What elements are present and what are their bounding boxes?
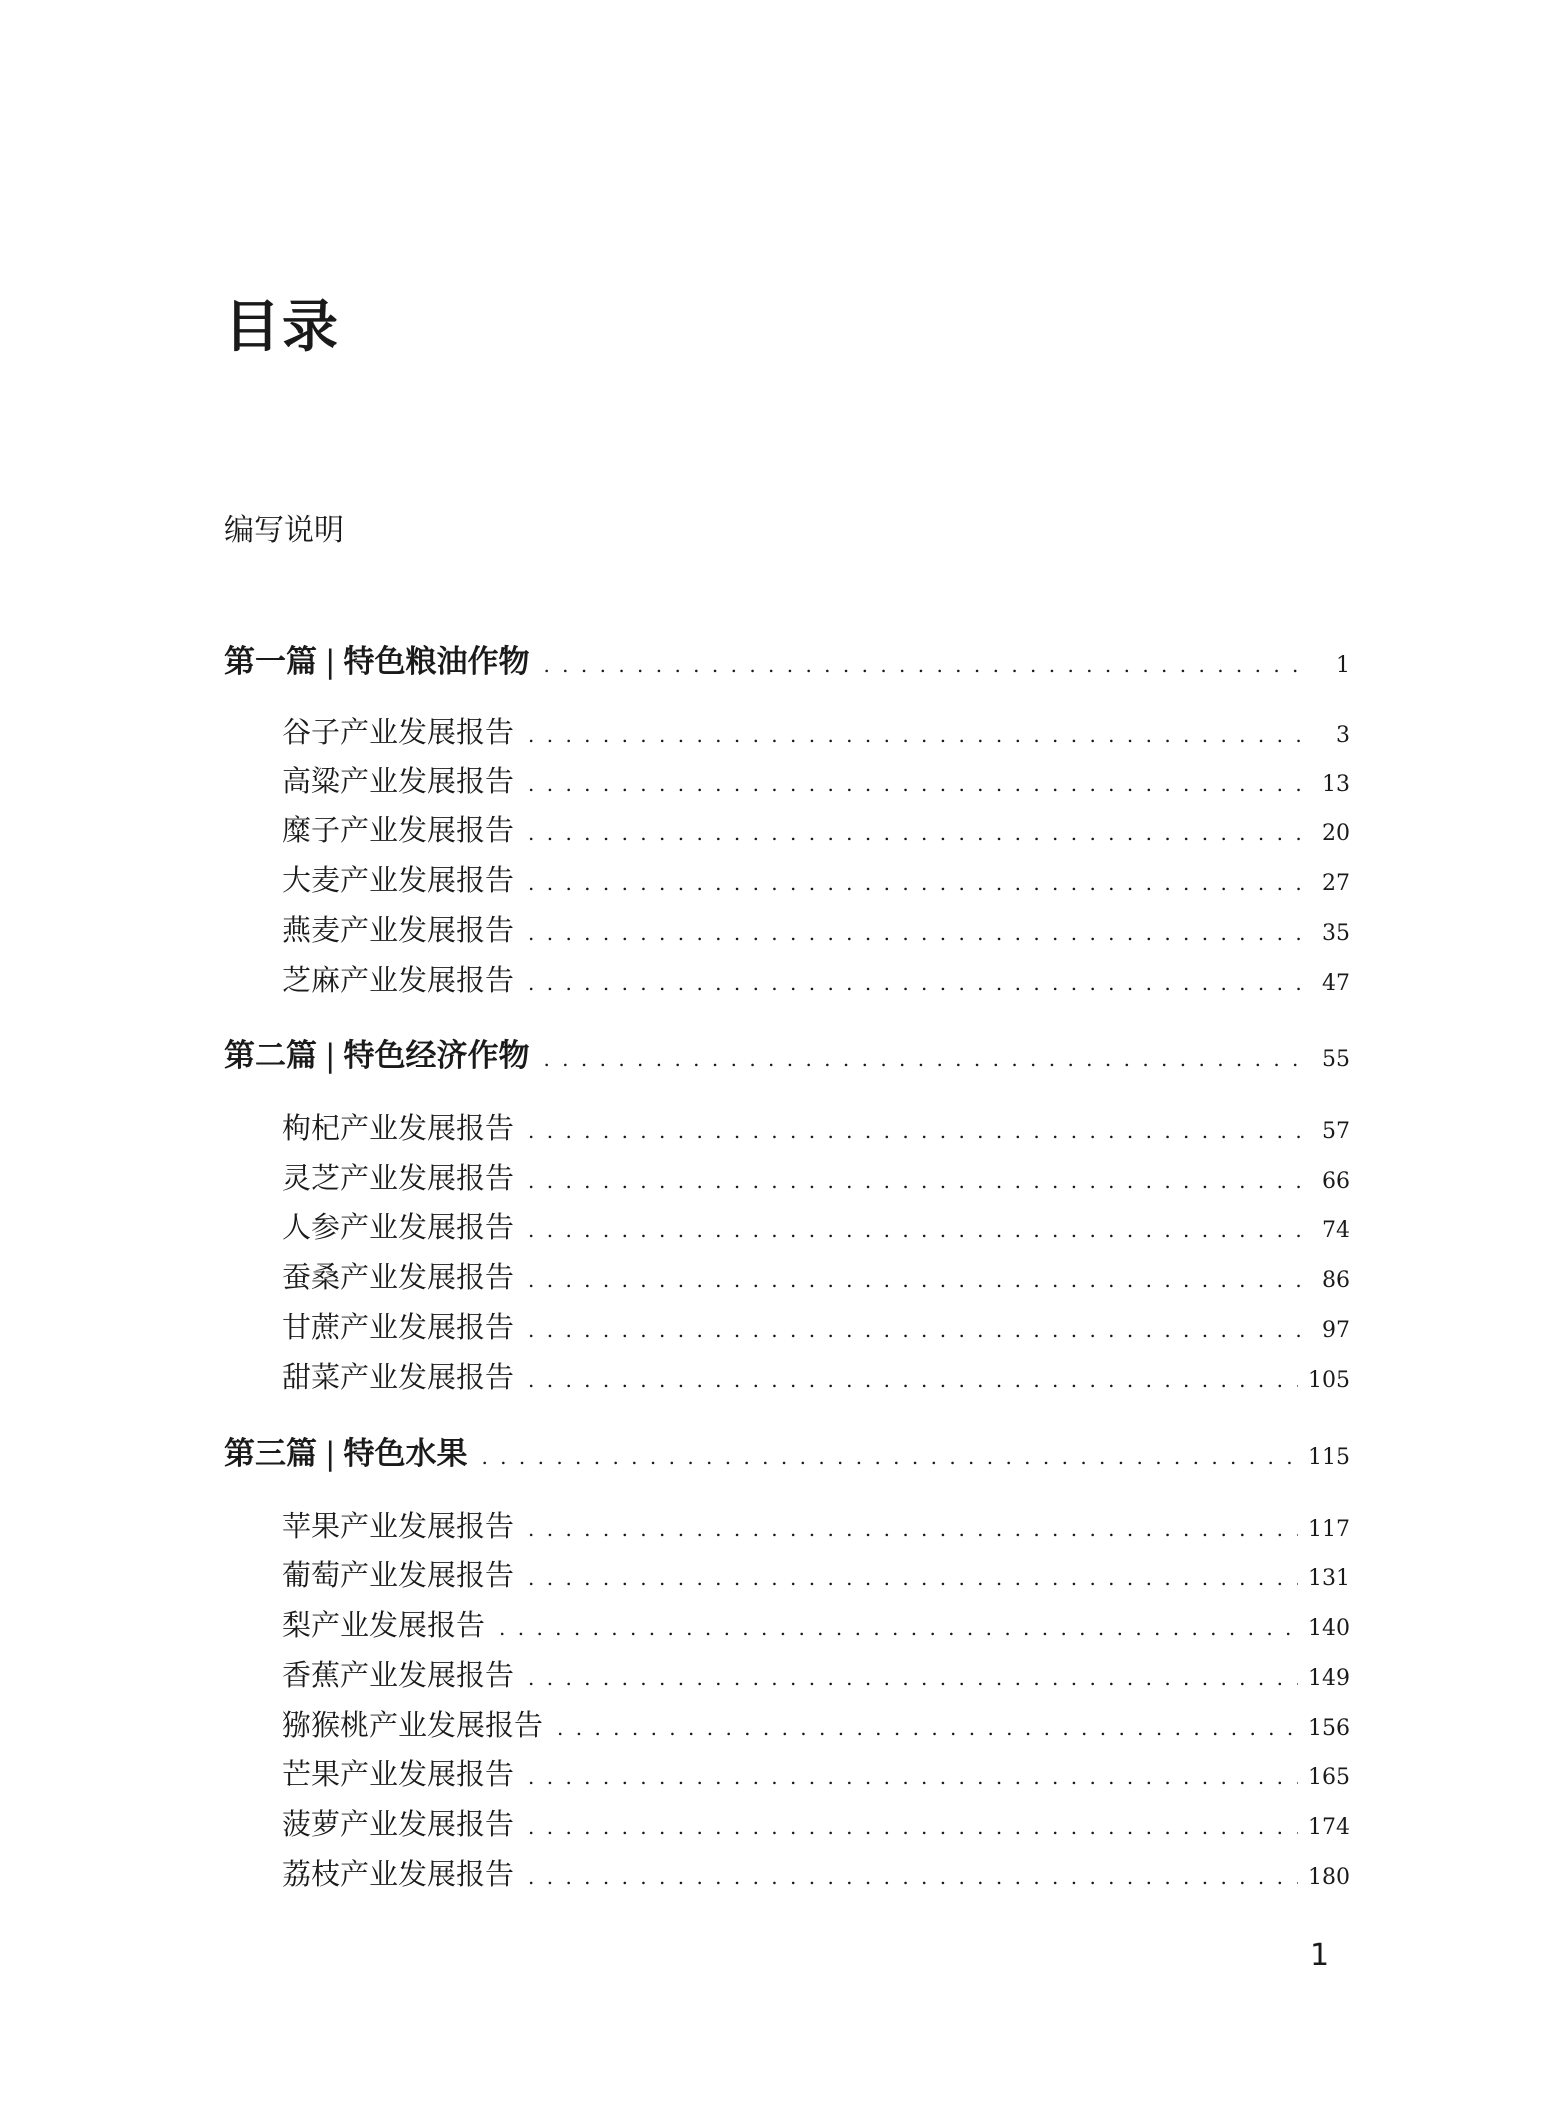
chapter-title: 甜菜产业发展报告: [282, 1360, 515, 1394]
chapter-page-number: 20: [1322, 821, 1350, 846]
dot-leader: [528, 1517, 1298, 1541]
chapter-page-number: 35: [1322, 921, 1350, 946]
chapter-page-number: 27: [1322, 871, 1350, 896]
part-divider: |: [325, 1038, 336, 1074]
toc-chapter[interactable]: [282, 1603, 1350, 1644]
chapter-title: 梨产业发展报告: [282, 1608, 486, 1642]
chapter-page-number: 165: [1308, 1765, 1350, 1790]
dot-leader: [528, 871, 1300, 895]
toc-chapter[interactable]: [282, 1504, 1350, 1545]
dot-leader: [499, 1616, 1298, 1640]
dot-leader: [481, 1445, 1298, 1469]
dot-leader: [528, 1566, 1298, 1590]
chapter-page-number: 86: [1322, 1268, 1350, 1293]
chapter-title: 蚕桑产业发展报告: [282, 1260, 515, 1294]
toc-chapter[interactable]: [282, 1802, 1350, 1843]
chapter-title: 高粱产业发展报告: [282, 764, 515, 798]
page-title: 目录: [224, 295, 340, 360]
dot-leader: [528, 1865, 1298, 1889]
toc-part-1[interactable]: [224, 636, 1350, 681]
dot-leader: [543, 653, 1300, 677]
chapter-title: 菠萝产业发展报告: [282, 1807, 515, 1841]
dot-leader: [557, 1716, 1298, 1740]
part-page-number: 115: [1308, 1445, 1350, 1470]
chapter-page-number: 13: [1322, 772, 1350, 797]
chapter-page-number: 140: [1308, 1616, 1350, 1641]
part-divider: |: [325, 1436, 336, 1472]
chapter-title: 灵芝产业发展报告: [282, 1161, 515, 1195]
chapter-title: 糜子产业发展报告: [282, 813, 515, 847]
dot-leader: [528, 772, 1300, 796]
dot-leader: [528, 1765, 1298, 1789]
dot-leader: [528, 1119, 1300, 1143]
part-number: 第三篇: [224, 1436, 317, 1472]
toc-chapter[interactable]: [282, 1305, 1350, 1346]
toc-chapter[interactable]: [282, 958, 1350, 999]
dot-leader: [543, 1047, 1300, 1071]
toc-chapter[interactable]: [282, 1703, 1350, 1744]
dot-leader: [528, 971, 1300, 995]
chapter-page-number: 3: [1336, 723, 1350, 748]
chapter-title: 燕麦产业发展报告: [282, 913, 515, 947]
toc-chapter[interactable]: [282, 759, 1350, 800]
dot-leader: [528, 921, 1300, 945]
toc-chapter[interactable]: [282, 1852, 1350, 1893]
dot-leader: [528, 821, 1300, 845]
chapter-title: 大麦产业发展报告: [282, 863, 515, 897]
toc-chapter[interactable]: [282, 1106, 1350, 1147]
part-name: 特色水果: [343, 1436, 468, 1472]
chapter-page-number: 117: [1308, 1517, 1350, 1542]
dot-leader: [528, 1666, 1298, 1690]
part-number: 第一篇: [224, 644, 317, 680]
dot-leader: [528, 1218, 1300, 1242]
dot-leader: [528, 1368, 1298, 1392]
chapter-page-number: 174: [1308, 1815, 1350, 1840]
chapter-page-number: 149: [1308, 1666, 1350, 1691]
part-name: 特色经济作物: [343, 1038, 530, 1074]
part-page-number: 1: [1336, 653, 1350, 678]
chapter-page-number: 97: [1322, 1318, 1350, 1343]
chapter-page-number: 47: [1322, 971, 1350, 996]
toc-chapter[interactable]: [282, 710, 1350, 751]
dot-leader: [528, 723, 1300, 747]
chapter-title: 谷子产业发展报告: [282, 715, 515, 749]
dot-leader: [528, 1268, 1300, 1292]
toc-chapter[interactable]: [282, 908, 1350, 949]
chapter-title: 猕猴桃产业发展报告: [282, 1708, 544, 1742]
chapter-title: 枸杞产业发展报告: [282, 1111, 515, 1145]
toc-chapter[interactable]: [282, 858, 1350, 899]
toc-part-3[interactable]: [224, 1428, 1350, 1473]
toc-chapter[interactable]: [282, 1255, 1350, 1296]
chapter-page-number: 156: [1308, 1716, 1350, 1741]
chapter-title: 人参产业发展报告: [282, 1210, 515, 1244]
chapter-page-number: 57: [1322, 1119, 1350, 1144]
chapter-page-number: 180: [1308, 1865, 1350, 1890]
chapter-page-number: 105: [1308, 1368, 1350, 1393]
chapter-page-number: 74: [1322, 1218, 1350, 1243]
chapter-title: 芝麻产业发展报告: [282, 963, 515, 997]
part-name: 特色粮油作物: [343, 644, 530, 680]
page-number: 1: [1310, 1938, 1330, 1973]
chapter-title: 香蕉产业发展报告: [282, 1658, 515, 1692]
toc-chapter[interactable]: [282, 1205, 1350, 1246]
chapter-title: 葡萄产业发展报告: [282, 1558, 515, 1592]
chapter-page-number: 131: [1308, 1566, 1350, 1591]
chapter-title: 芒果产业发展报告: [282, 1757, 515, 1791]
chapter-page-number: 66: [1322, 1169, 1350, 1194]
part-divider: |: [325, 644, 336, 680]
part-number: 第二篇: [224, 1038, 317, 1074]
part-page-number: 55: [1322, 1047, 1350, 1072]
toc-chapter[interactable]: [282, 1156, 1350, 1197]
toc-chapter[interactable]: [282, 808, 1350, 849]
dot-leader: [528, 1318, 1300, 1342]
chapter-title: 甘蔗产业发展报告: [282, 1310, 515, 1344]
dot-leader: [528, 1815, 1298, 1839]
dot-leader: [528, 1169, 1300, 1193]
chapter-title: 苹果产业发展报告: [282, 1509, 515, 1543]
chapter-title: 荔枝产业发展报告: [282, 1857, 515, 1891]
toc-chapter[interactable]: [282, 1553, 1350, 1594]
preface-entry[interactable]: 编写说明: [224, 513, 344, 548]
toc-chapter[interactable]: [282, 1752, 1350, 1793]
toc-chapter[interactable]: [282, 1653, 1350, 1694]
toc-chapter[interactable]: [282, 1355, 1350, 1396]
toc-part-2[interactable]: [224, 1030, 1350, 1075]
